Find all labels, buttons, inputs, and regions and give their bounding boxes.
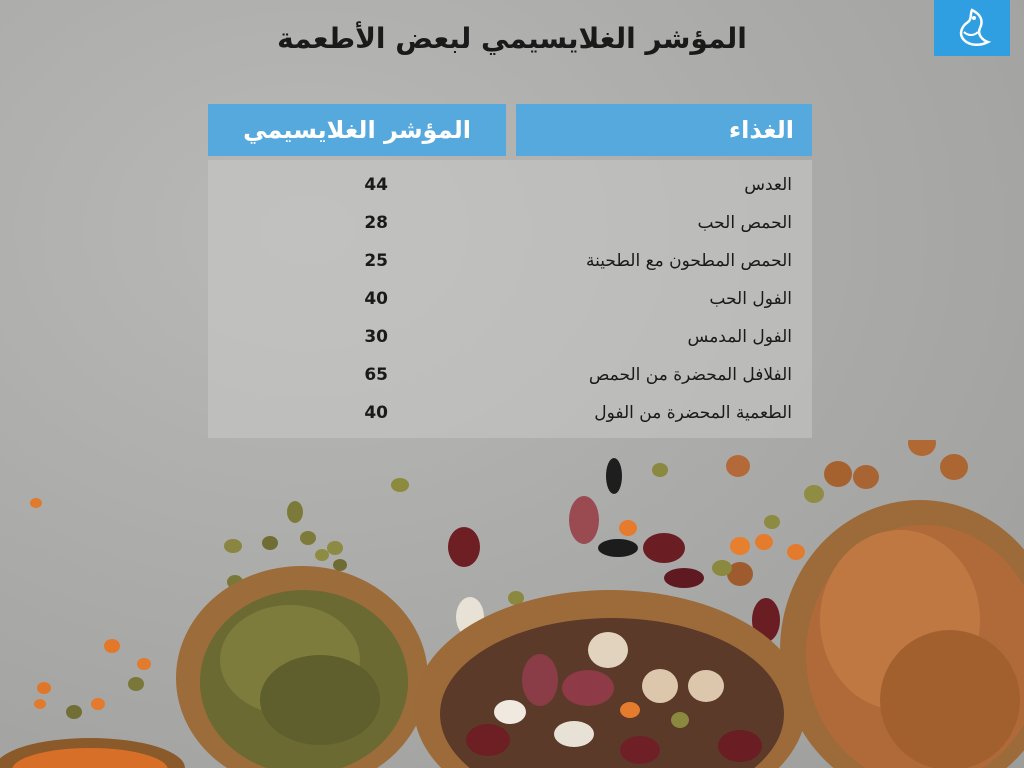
mung-bean-bowl [176,566,428,768]
table-row [208,356,812,394]
al-jazeera-logo-icon [934,0,1010,56]
lentil-bowl [780,500,1024,768]
gi-value: 44 [364,175,388,195]
table-row [208,242,812,280]
legumes-photo [0,440,1024,768]
header-glycemic-index: المؤشر الغلايسيمي [208,104,506,156]
table-row [208,204,812,242]
food-name: الطعمية المحضرة من الفول [594,403,792,423]
food-name: العدس [744,175,792,195]
table-row [208,394,812,432]
table-row [208,166,812,204]
food-name: الفلافل المحضرة من الحمص [588,365,792,385]
gi-value: 40 [364,289,388,309]
gi-value: 30 [364,327,388,347]
table-row [208,318,812,356]
header-food: الغذاء [516,104,812,156]
page-title: المؤشر الغلايسيمي لبعض الأطعمة [277,22,747,55]
food-name: الحمص المطحون مع الطحينة [585,251,792,271]
gi-value: 28 [364,213,388,233]
gi-value: 25 [364,251,388,271]
gi-value: 65 [364,365,388,385]
food-name: الفول المدمس [687,327,792,347]
food-name: الفول الحب [709,289,792,309]
gi-value: 40 [364,403,388,423]
food-name: الحمص الحب [697,213,792,233]
table-row [208,280,812,318]
